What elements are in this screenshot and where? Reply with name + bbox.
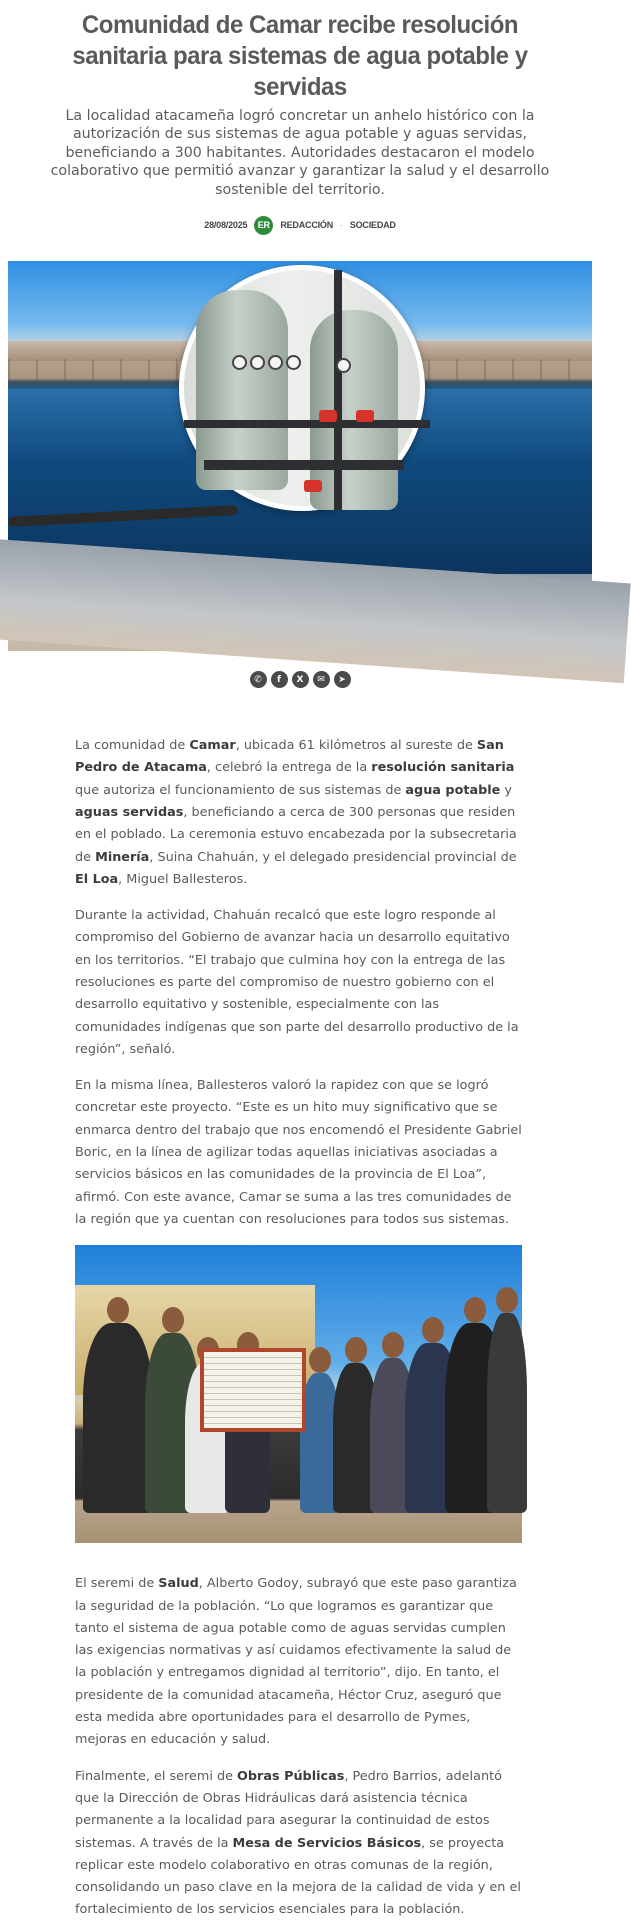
text: Finalmente, el seremi de	[75, 1768, 238, 1784]
bold-text: Obras Públicas	[237, 1768, 345, 1784]
text: La comunidad de	[75, 738, 190, 754]
bold-text: San Pedro de Atacama	[75, 738, 504, 776]
newspaper-logo-icon[interactable]: ER	[254, 216, 273, 235]
email-icon[interactable]: ✉	[313, 671, 330, 688]
red-valve	[356, 410, 374, 422]
text: , Alberto Godoy, subrayó que este paso garantiza la seguridad de la población. “Lo que logramos es garantizar que tanto el sistema de agua potable como de aguas servidas cumplen las exigencias normativas y así cuidamos efectivamente la salud de la población y entregamos dignidad al territorio”, dijo. En tanto, el presidente de la comunidad atacameña, Héctor Cruz, aseguró que esta medida abre oportunidades para el desarrollo de Pymes, mejoras en educación y salud.	[75, 1576, 517, 1748]
text: , ubicada 61 kilómetros al sureste de	[235, 738, 477, 754]
ceremony-photo	[75, 1245, 522, 1543]
red-valve	[304, 480, 322, 492]
red-valve	[319, 410, 337, 422]
text: , se proyecta replicar este modelo colaborativo en otras comunas de la región, consolidando un paso clave en la mejora de la calidad de vida y en el fortalecimiento de los servicios esenciales para la población.	[75, 1835, 521, 1918]
bold-text: agua potable	[405, 782, 501, 798]
x-icon[interactable]: X	[292, 671, 309, 688]
hero-filter-tanks-inset	[179, 265, 425, 511]
text: El seremi de	[75, 1576, 159, 1592]
photo-person	[83, 1323, 153, 1513]
article-meta	[0, 213, 600, 237]
text: , celebró la entrega de la	[206, 760, 372, 776]
meta-separator: ·	[340, 220, 343, 231]
text: , Miguel Ballesteros.	[118, 871, 248, 887]
category-link[interactable]: SOCIEDAD	[349, 220, 396, 231]
text: que autoriza el funcionamiento de sus sistemas de	[75, 782, 406, 798]
pipe	[334, 270, 342, 510]
facebook-icon[interactable]: f	[271, 671, 288, 688]
pipe	[204, 460, 404, 470]
pressure-gauge-icon	[336, 358, 351, 373]
paragraph: Durante la actividad, Chahuán recalcó que este logro responde al compromiso del Gobierno de avanzar hacia un desarrollo equitativo en los territorios. “El trabajo que culmina hoy con la entrega de las resoluciones es parte del compromiso de nuestro gobierno con el desarrollo equitativo y sostenible, especialmente con las comunidades indígenas que son parte del desarrollo productivo de la región”, señaló.	[75, 908, 519, 1057]
bold-text: Camar	[189, 738, 236, 754]
paragraph	[75, 1766, 525, 1922]
text: , beneficiando a cerca de 300 personas que residen en el poblado. La ceremonia estuvo encabezada por la subsecretaria de	[75, 804, 517, 865]
pressure-gauge-icon	[250, 355, 265, 370]
bold-text: Salud	[158, 1576, 199, 1592]
pressure-gauge-icon	[286, 355, 301, 370]
bold-text: Minería	[95, 849, 150, 865]
author-link[interactable]: REDACCIÓN	[280, 220, 334, 231]
bold-text: resolución sanitaria	[371, 760, 515, 776]
article-title: Comunidad de Camar recibe resolución sanitaria para sistemas de agua potable y servidas	[72, 11, 528, 101]
bold-text: aguas servidas	[75, 804, 184, 820]
whatsapp-icon[interactable]: ✆	[250, 671, 267, 688]
paragraph	[75, 1573, 525, 1751]
paragraph: En la misma línea, Ballesteros valoró la rapidez con que se logró concretar este proyecto. “Este es un hito muy significativo que se enmarca dentro del trabajo que nos encomendó el Presidente Gabriel Boric, en la línea de agilizar todas aquellas iniciativas asociadas a servicios básicos en las comunidades de la provincia de El Loa”, afirmó. Con este avance, Camar se suma a las tres comunidades de la región que ya cuentan con resoluciones para todos sus sistemas.	[75, 1078, 522, 1227]
photo-person	[487, 1313, 527, 1513]
paragraph	[75, 735, 525, 891]
article-summary: La localidad atacameña logró concretar un anhelo histórico con la autorización de sus sistemas de agua potable y aguas servidas, beneficiando a 300 habitantes. Autoridades destacaron el modelo colaborativo que permitió avanzar y garantizar la salud y el desarrollo sostenible del territorio.	[50, 108, 550, 198]
pressure-gauge-icon	[232, 355, 247, 370]
framed-resolution-certificate	[200, 1348, 306, 1432]
pipe	[184, 420, 430, 428]
article-body	[0, 691, 600, 1922]
publish-date: 28/08/2025	[204, 220, 248, 231]
text: , Pedro Barrios, adelantó que la Dirección de Obras Hidráulicas dará asistencia técnica permanente a la localidad para asegurar la continuidad de estos sistemas. A través de la	[75, 1768, 502, 1851]
text: , Suina Chahuán, y el delegado presidencial provincial de	[149, 849, 517, 865]
telegram-icon[interactable]: ➤	[334, 671, 351, 688]
bold-text: Mesa de Servicios Básicos	[232, 1835, 422, 1851]
pressure-gauge-icon	[268, 355, 283, 370]
bold-text: El Loa	[75, 871, 119, 887]
hero-image	[8, 261, 592, 651]
text: y	[500, 782, 512, 798]
